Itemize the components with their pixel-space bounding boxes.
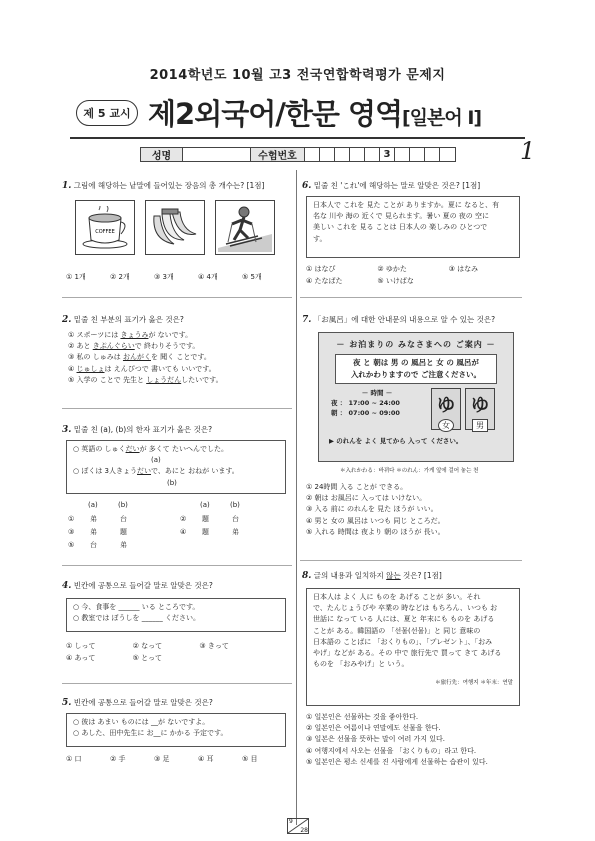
option[interactable]: ③ 足 <box>154 755 170 763</box>
option[interactable]: ④ 耳 <box>198 755 214 763</box>
q2-options <box>68 330 223 386</box>
q6-passage <box>306 196 520 258</box>
page-fraction <box>287 818 309 834</box>
q6-stem: 6. 밑줄 친 'これ'에 해당하는 말로 알맞은 것은? [1점] <box>302 181 481 191</box>
noren-men: ゆ 男 <box>465 388 495 430</box>
page-number: 1 <box>520 137 536 165</box>
q5-box <box>66 713 286 747</box>
q4-box <box>66 598 286 632</box>
option[interactable]: ③ 私の しゅみは おんがくを 聞く ことです。 <box>68 353 211 362</box>
q3-options <box>68 513 268 552</box>
option[interactable]: ⑤ いけばな <box>377 277 414 285</box>
option[interactable]: ④ 題 弟 <box>180 528 239 536</box>
exam-no-cell[interactable] <box>440 148 455 161</box>
name-id-bar <box>140 147 456 162</box>
option[interactable]: ② 일본인은 여름이나 연말에도 선물을 한다. <box>306 724 441 733</box>
option[interactable]: ② 2개 <box>110 273 130 281</box>
option[interactable]: ① 弟 台 <box>68 515 127 523</box>
coffee-cup-icon <box>79 206 131 250</box>
passage-line: やげ」などが ある。その 中で 旅行先で 買って きて あげる <box>313 649 502 658</box>
option[interactable]: ① スポーツには きょうみが ないです。 <box>68 331 193 339</box>
q2-stem: 2. 밑줄 친 부분의 표기가 옳은 것은? <box>62 315 184 325</box>
option[interactable]: ① しって <box>66 642 96 650</box>
section-divider <box>62 408 292 409</box>
q5-stem: 5. 빈칸에 공통으로 들어갈 말로 알맞은 것은? <box>62 698 213 708</box>
option[interactable]: ① 24時間 入る ことが できる。 <box>306 483 408 491</box>
passage-line: 日本人で これを 見た ことが ありますか。夏に なると、有 <box>313 201 500 209</box>
mark-b: (b) <box>167 478 177 487</box>
q1-options <box>66 271 286 283</box>
q4-line2: ○ 教室では ぼうしを ______ ください。 <box>73 614 201 623</box>
passage-line: 日本語の ことばに 「おくりもの」、「プレゼント」、「おみ <box>313 637 493 646</box>
passage-line: ことが ある。韓国語の 「선물(선물)」と 同じ 意味の <box>313 626 481 635</box>
exam-no-label: 수험번호 <box>251 148 305 161</box>
q4-stem: 4. 빈칸에 공통으로 들어갈 말로 알맞은 것은? <box>62 581 213 591</box>
q8-options <box>306 712 488 768</box>
passage-line: 日本人は よく 人に ものを あげる ことが 多い。それ <box>313 593 481 601</box>
column-divider <box>296 170 297 825</box>
option[interactable]: ① 1개 <box>66 273 86 281</box>
option[interactable]: ② なって <box>132 642 163 650</box>
option[interactable]: ⑤ とって <box>132 654 163 662</box>
q3-line2: ○ ぼくは 3人きょうだいで、あにと おねが います。 <box>73 467 239 476</box>
notice-board <box>318 332 514 462</box>
option[interactable]: ⑤ 5개 <box>242 273 262 281</box>
q1-picture-coffee <box>75 200 135 255</box>
name-label: 성명 <box>141 148 183 161</box>
option[interactable]: ④ 男と 女の 風呂は いつも 同じ ところだ。 <box>306 516 445 525</box>
skier-icon <box>218 204 272 252</box>
q3-stem: 3. 밑줄 친 (a), (b)의 한자 표기가 옳은 것은? <box>62 425 213 435</box>
q3-line1: ○ 英語の しゅくだいが 多くて たいへんでした。 <box>73 445 229 453</box>
section-divider <box>62 297 292 298</box>
section-divider <box>62 565 292 566</box>
notice-bottom: ▶ のれんを よく 見てから 入って ください。 <box>329 437 463 445</box>
page-current: 9 <box>289 818 293 825</box>
exam-no-cell[interactable] <box>425 148 440 161</box>
banana-icon <box>148 206 202 250</box>
option[interactable]: ④ あって <box>66 654 96 662</box>
exam-no-cell[interactable] <box>395 148 410 161</box>
exam-no-digit: 3 <box>380 148 395 161</box>
option[interactable]: ③ きって <box>199 642 229 650</box>
exam-title: 2014학년도 10월 고3 전국연합학력평가 문제지 <box>149 68 446 83</box>
option[interactable]: ④ 4개 <box>198 273 218 281</box>
passage-line: 名な 川や 海の 近くで 見られます。暑い 夏の 夜の 空に <box>313 212 490 221</box>
option[interactable]: ⑤ 일본인은 평소 신세를 진 사람에게 선물하는 습관이 있다. <box>306 757 488 766</box>
q3-head-b: (b) <box>230 501 240 509</box>
section-divider <box>300 560 522 561</box>
subject-name: 제2외국어/한문 영역 <box>148 97 402 131</box>
time-table: － 時間 － 夜 ： 17:00 ~ 24:00 朝 ： 07:00 ~ 09:00 <box>331 389 400 417</box>
option[interactable]: ⑤ 台 弟 <box>68 541 127 549</box>
q8-gloss: ＊旅行先：여행지 ＊年末：연말 <box>435 680 513 687</box>
q1-picture-skier <box>215 200 275 255</box>
subject-paren: [일본어 Ⅰ] <box>401 107 482 129</box>
option[interactable]: ② 朝は お風呂に 入っては いけない。 <box>306 494 427 503</box>
option[interactable]: ④ たなばた <box>306 277 343 285</box>
q7-footnote: ＊入れかわる：바뀌다 ＊のれん：가게 앞에 걸어 놓는 천 <box>340 468 479 474</box>
exam-no-cell[interactable] <box>410 148 425 161</box>
section-divider <box>62 683 292 684</box>
noren-pair <box>431 388 495 430</box>
passage-line: す。 <box>313 234 327 243</box>
option[interactable]: ② 手 <box>110 755 126 763</box>
session-badge: 제 5 교시 <box>76 100 138 126</box>
q1-picture-bananas <box>145 200 205 255</box>
q7-stem: 7. 「お風呂」에 대한 안내문의 내용으로 알 수 있는 것은? <box>302 315 496 325</box>
option[interactable]: ③ 弟 題 <box>68 528 127 536</box>
passage-line: ものを 「おみやげ」と いう。 <box>313 660 409 669</box>
passage-line: で、たんじょうびや 卒業の 時などは もちろん、いつも お <box>313 604 498 613</box>
subject-title <box>148 92 481 133</box>
notice-title: － お泊まりの みなさまへの ご案内 － <box>336 340 496 349</box>
q3-head-a: (a) <box>88 501 98 509</box>
q4-line1: ○ 今、食事を ______ いる ところです。 <box>73 603 200 611</box>
q4-options <box>66 640 266 664</box>
option[interactable]: ③ 入る 前に のれんを 見た ほうが いい。 <box>306 505 438 514</box>
passage-line: 世話に なって いる 人には、夏と 年末にも ものを あげる <box>313 615 495 624</box>
q8-stem: 8. 글의 내용과 일치하지 않는 것은? [1점] <box>302 571 442 581</box>
option[interactable]: ③ はなみ <box>448 265 479 273</box>
q5-line2: ○ あした、田中先生に お__に かかる 予定です。 <box>73 729 228 738</box>
option[interactable]: ⑤ 入れる 時間は 夜より 朝の ほうが 長い。 <box>306 527 445 536</box>
exam-no-cell[interactable] <box>350 148 365 161</box>
option[interactable]: ① 일본인은 선물하는 것을 좋아한다. <box>306 713 419 721</box>
exam-no-cell[interactable] <box>365 148 380 161</box>
q3-head-b: (b) <box>118 501 128 509</box>
q1-stem: 1. 그림에 해당하는 낱말에 들어있는 장음의 총 개수는? [1점] <box>62 181 265 191</box>
option[interactable]: ④ じゅしょは えんぴつで 書いても いいです。 <box>68 364 216 373</box>
option[interactable]: ⑤ 入学の ことで 先生と しょうだんしたいです。 <box>68 375 223 384</box>
q3-head-a: (a) <box>200 501 210 509</box>
q7-options <box>306 482 445 538</box>
notice-message: 夜 と 朝は 男 の 風呂と 女 の 風呂が 入れかわりますので ご注意ください。 <box>335 354 497 384</box>
noren-women: ゆ 女 <box>431 388 461 430</box>
option[interactable]: ② あと きぷんぐらいで 終わりそうです。 <box>68 342 200 351</box>
mark-a: (a) <box>151 456 161 465</box>
cup-label: COFFEE <box>95 228 115 235</box>
exam-no-cell[interactable] <box>320 148 335 161</box>
option[interactable]: ② 題 台 <box>180 515 239 523</box>
option[interactable]: ⑤ 目 <box>242 755 258 763</box>
option[interactable]: ① はなび <box>306 265 336 273</box>
option[interactable]: ③ 3개 <box>154 273 174 281</box>
title-rule <box>70 137 525 139</box>
exam-no-cell[interactable] <box>305 148 320 161</box>
page-total: 28 <box>300 827 308 834</box>
option[interactable]: ① 口 <box>66 755 82 763</box>
notice-body <box>319 388 513 430</box>
option[interactable]: ② ゆかた <box>377 265 407 273</box>
q6-options <box>306 263 520 287</box>
q8-passage <box>306 588 520 706</box>
section-divider <box>300 297 522 298</box>
q5-line1: ○ 彼は あまい ものには __が ないですよ。 <box>73 718 210 726</box>
option[interactable]: ③ 일본은 선물을 뜻하는 말이 여러 가지 있다. <box>306 735 446 744</box>
exam-no-cell[interactable] <box>335 148 350 161</box>
name-field[interactable] <box>183 148 251 161</box>
passage-line: 美しい これを 見る ことは 日本人の 楽しみの ひとつで <box>313 223 488 232</box>
q5-options <box>66 753 286 765</box>
option[interactable]: ④ 여행지에서 사오는 선물을 「おくりもの」라고 한다. <box>306 746 477 755</box>
q3-box <box>66 440 286 494</box>
